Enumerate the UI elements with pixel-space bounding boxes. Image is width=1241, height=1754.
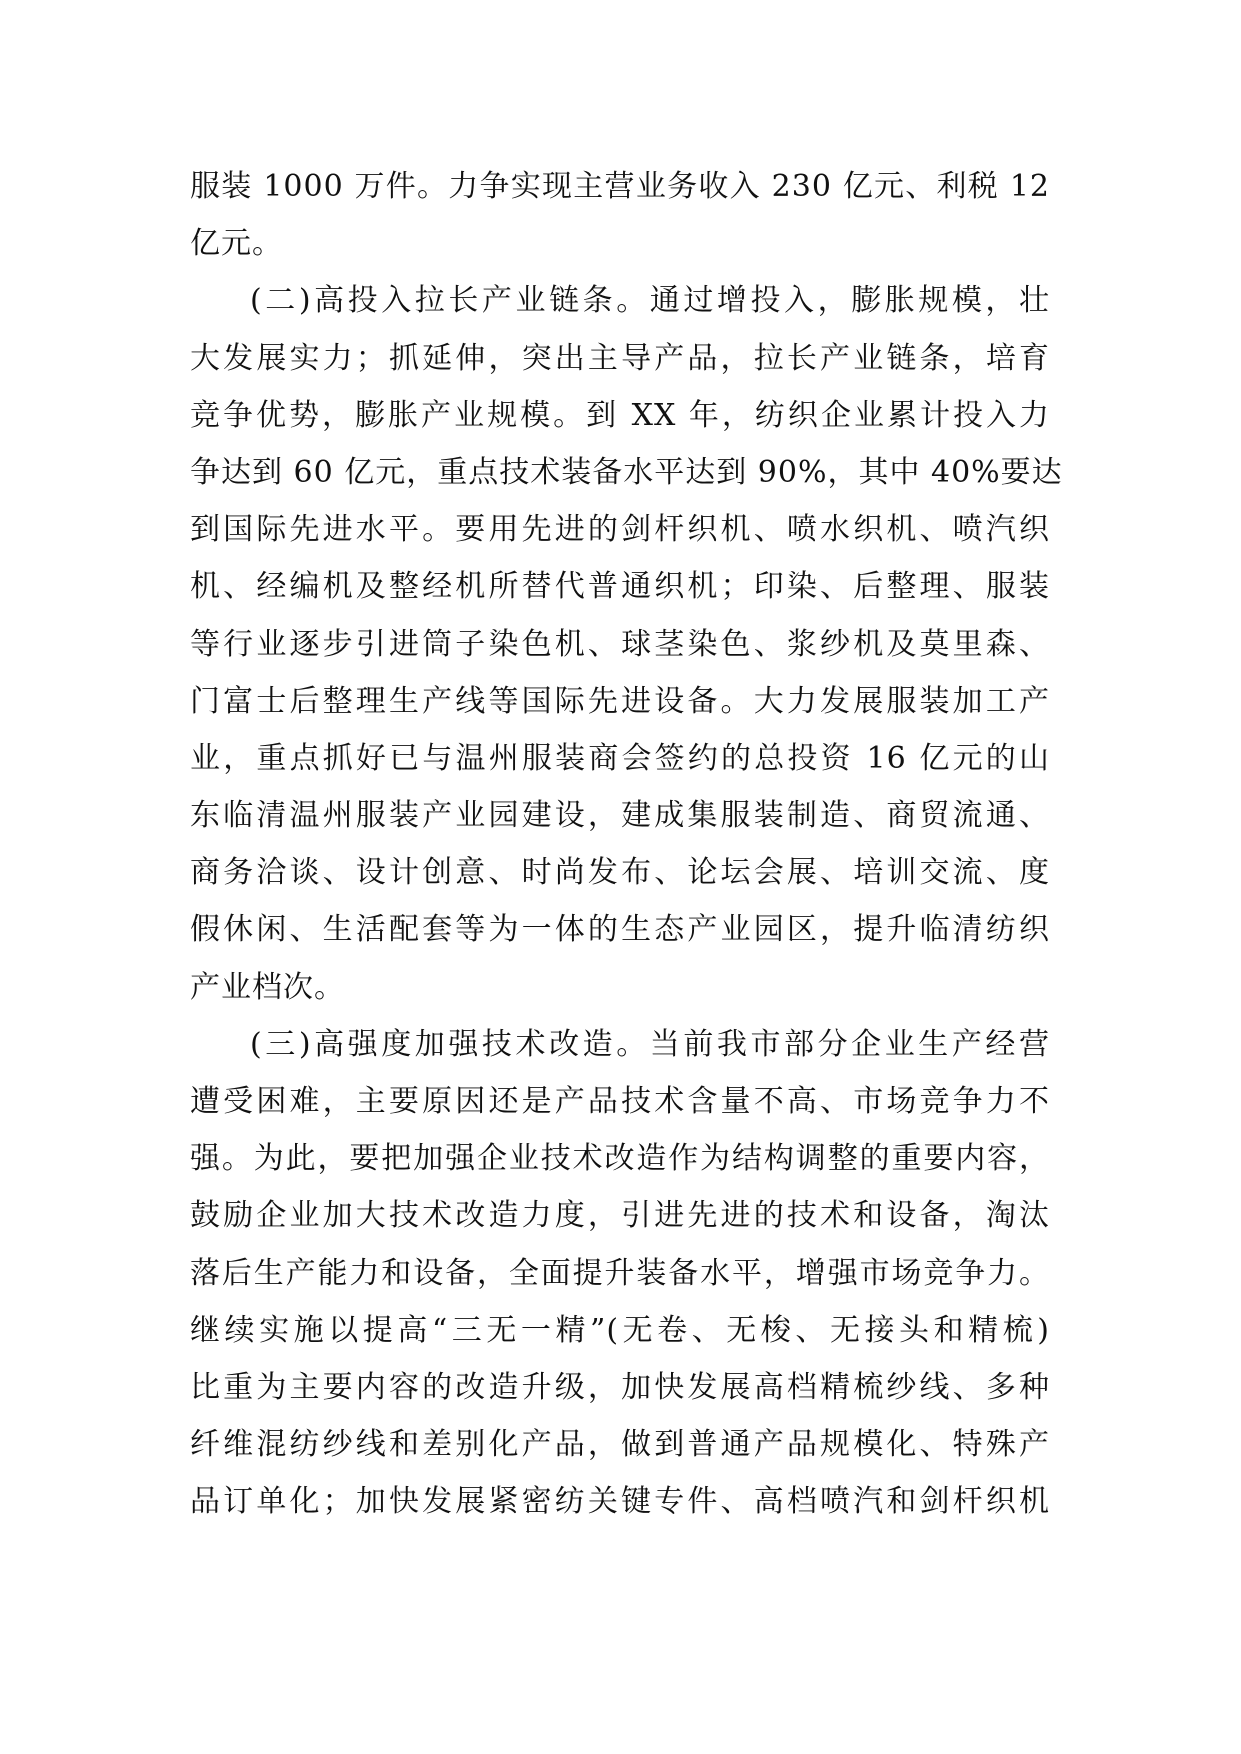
text-line: 机、经编机及整经机所替代普通织机；印染、后整理、服装: [190, 569, 1050, 605]
text-line: 东临清温州服装产业园建设，建成集服装制造、商贸流通、: [190, 798, 1050, 834]
paragraph-first-line: (三)高强度加强技术改造。当前我市部分企业生产经营: [250, 1026, 1050, 1062]
text-line: 到国际先进水平。要用先进的剑杆织机、喷水织机、喷汽织: [190, 512, 1050, 548]
text-line: 假休闲、生活配套等为一体的生态产业园区，提升临清纺织: [190, 912, 1050, 948]
text-line: 等行业逐步引进筒子染色机、球茎染色、浆纱机及莫里森、: [190, 626, 1050, 662]
text-line: 亿元。: [190, 226, 283, 262]
text-line: 竞争优势，膨胀产业规模。到 XX 年，纺织企业累计投入力: [190, 397, 1050, 433]
text-line: 比重为主要内容的改造升级，加快发展高档精梳纱线、多种: [190, 1369, 1050, 1405]
text-line: 品订单化；加快发展紧密纺关键专件、高档喷汽和剑杆织机: [190, 1484, 1050, 1520]
text-line: 继续实施以提高“三无一精”(无卷、无梭、无接头和精梳): [190, 1312, 1050, 1348]
text-line: 服装 1000 万件。力争实现主营业务收入 230 亿元、利税 12: [190, 169, 1050, 204]
text-line: 落后生产能力和设备，全面提升装备水平，增强市场竞争力。: [190, 1255, 1050, 1291]
paragraph-first-line: (二)高投入拉长产业链条。通过增投入，膨胀规模，壮: [250, 283, 1050, 319]
text-line: 遭受困难，主要原因还是产品技术含量不高、市场竞争力不: [190, 1084, 1050, 1119]
text-line: 业，重点抓好已与温州服装商会签约的总投资 16 亿元的山: [190, 740, 1050, 776]
text-line: 产业档次。: [190, 969, 345, 1005]
text-line: 鼓励企业加大技术改造力度，引进先进的技术和设备，淘汰: [190, 1198, 1050, 1234]
text-line: 门富士后整理生产线等国际先进设备。大力发展服装加工产: [190, 683, 1050, 719]
text-line: 争达到 60 亿元，重点技术装备水平达到 90%，其中 40%要达: [190, 454, 1063, 490]
text-line: 强。为此，要把加强企业技术改造作为结构调整的重要内容，: [190, 1141, 1050, 1177]
text-line: 大发展实力；抓延伸，突出主导产品，拉长产业链条，培育: [190, 340, 1050, 376]
text-line: 纤维混纺纱线和差别化产品，做到普通产品规模化、特殊产: [190, 1427, 1050, 1463]
body-text: [190, 158, 1063, 1531]
text-line: 商务洽谈、设计创意、时尚发布、论坛会展、培训交流、度: [190, 855, 1050, 891]
